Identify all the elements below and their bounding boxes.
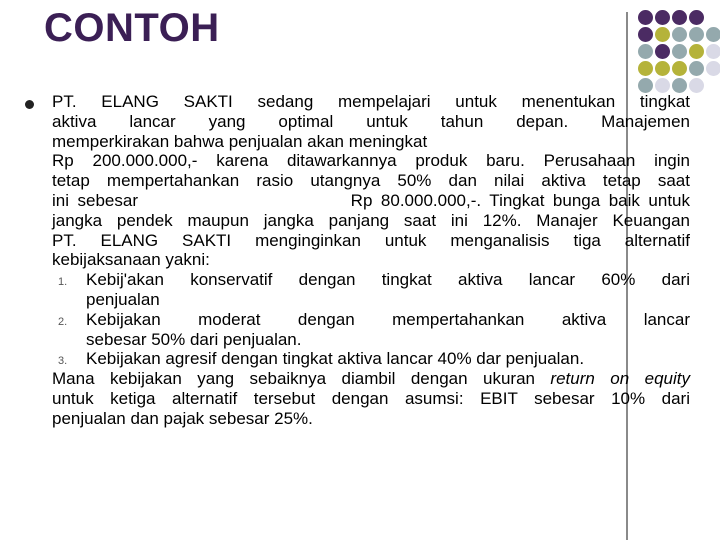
dot	[689, 10, 704, 25]
dot	[672, 10, 687, 25]
text-line: penjualan	[86, 289, 160, 309]
list-number: 1.	[58, 276, 68, 289]
dot	[689, 44, 704, 59]
bullet-icon	[25, 100, 34, 109]
body-text	[52, 92, 690, 429]
text-line: memperkirakan bahwa penjualan akan meningkat	[52, 131, 428, 151]
dot	[655, 44, 670, 59]
text-line: penjualan dan pajak sebesar 25%.	[52, 408, 313, 428]
text-line: PT. ELANG SAKTI menginginkan untuk menganalisis tiga alternatif	[52, 230, 690, 250]
dot	[638, 78, 653, 93]
dot	[655, 10, 670, 25]
text-line: untuk ketiga alternatif tersebut dengan asumsi: EBIT sebesar 10% dari	[52, 388, 690, 408]
dot	[672, 27, 687, 42]
dot	[672, 78, 687, 93]
dot	[655, 27, 670, 42]
text-line	[52, 369, 690, 389]
text-line: PT. ELANG SAKTI sedang mempelajari untuk menentukan tingkat	[52, 92, 690, 111]
text-line: tetap mempertahankan rasio utangnya 50% dan nilai aktiva tetap saat	[52, 171, 690, 191]
text-line: aktiva lancar yang optimal untuk tahun depan. Manajemen	[52, 111, 690, 131]
dot	[689, 78, 704, 93]
dot	[672, 44, 687, 59]
text-line: ini sebesar Rp 80.000.000,-. Tingkat bunga baik untuk	[52, 190, 690, 210]
text-line: Kebij'akan konservatif dengan tingkat aktiva lancar 60% dari	[86, 270, 690, 290]
dot	[689, 27, 704, 42]
list-item	[52, 310, 690, 350]
dot	[655, 61, 670, 76]
dot	[706, 44, 720, 59]
dot	[672, 61, 687, 76]
slide-title: CONTOH	[44, 6, 220, 50]
dot	[638, 61, 653, 76]
dot	[689, 61, 704, 76]
text-line: jangka pendek maupun jangka panjang saat ini 12%. Manajer Keuangan	[52, 210, 690, 230]
dot	[706, 27, 720, 42]
list-number: 2.	[58, 315, 68, 328]
closing-emphasis: return on equity	[550, 369, 690, 389]
dot	[706, 61, 720, 76]
text-line: Kebijakan moderat dengan mempertahankan aktiva lancar	[86, 309, 690, 329]
decorative-dot-grid	[638, 10, 720, 100]
list-item	[52, 349, 690, 369]
dot	[638, 10, 653, 25]
dot	[655, 78, 670, 93]
dot	[638, 27, 653, 42]
closing-text: Mana kebijakan yang sebaiknya diambil dengan ukuran	[52, 369, 551, 389]
text-line: sebesar 50% dari penjualan.	[86, 329, 302, 349]
dot	[638, 44, 653, 59]
text-line: Rp 200.000.000,- karena ditawarkannya produk baru. Perusahaan ingin	[52, 151, 690, 171]
list-item	[52, 270, 690, 310]
text-line: kebijaksanaan yakni:	[52, 250, 210, 270]
text-line: Kebijakan agresif dengan tingkat aktiva lancar 40% dar penjualan.	[86, 349, 585, 369]
list-number: 3.	[58, 355, 68, 368]
